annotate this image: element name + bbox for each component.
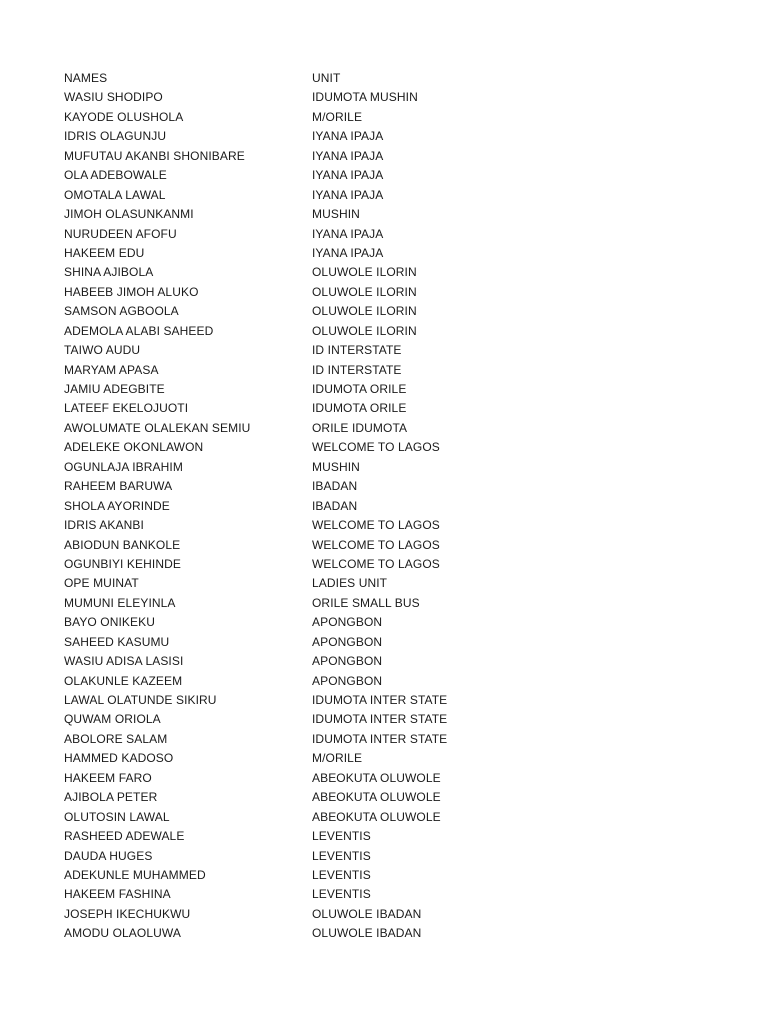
unit-cell: MUSHIN [312, 207, 360, 222]
name-cell: ADEKUNLE MUHAMMED [64, 867, 206, 882]
unit-cell: IYANA IPAJA [312, 187, 384, 202]
unit-cell: OLUWOLE ILORIN [312, 284, 417, 299]
table-row [64, 730, 704, 749]
name-cell: WASIU ADISA LASISI [64, 654, 184, 669]
table-row [64, 419, 704, 438]
name-cell: ADEMOLA ALABI SAHEED [64, 323, 214, 338]
table-row [64, 88, 704, 107]
table-row [64, 283, 704, 302]
unit-cell: ORILE SMALL BUS [312, 595, 420, 610]
name-cell: OLA ADEBOWALE [64, 168, 167, 183]
name-cell: MUFUTAU AKANBI SHONIBARE [64, 148, 245, 163]
unit-cell: MUSHIN [312, 459, 360, 474]
name-cell: HAKEEM EDU [64, 245, 145, 260]
name-cell: RAHEEM BARUWA [64, 479, 173, 494]
name-cell: AMODU OLAOLUWA [64, 926, 181, 941]
table-row [64, 399, 704, 418]
unit-cell: APONGBON [312, 673, 383, 688]
name-cell: KAYODE OLUSHOLA [64, 109, 184, 124]
table-row [64, 924, 704, 943]
table-row [64, 516, 704, 535]
table-row [64, 633, 704, 652]
name-cell: SHOLA AYORINDE [64, 498, 170, 513]
table-row [64, 652, 704, 671]
table-row [64, 613, 704, 632]
table-row [64, 536, 704, 555]
name-cell: SAHEED KASUMU [64, 634, 170, 649]
table-row [64, 827, 704, 846]
unit-cell: IYANA IPAJA [312, 226, 384, 241]
name-cell: SAMSON AGBOOLA [64, 304, 179, 319]
table-row [64, 458, 704, 477]
table-row [64, 691, 704, 710]
name-cell: OGUNLAJA IBRAHIM [64, 459, 183, 474]
unit-cell: OLUWOLE ILORIN [312, 265, 417, 280]
unit-cell: OLUWOLE IBADAN [312, 926, 422, 941]
name-cell: TAIWO AUDU [64, 343, 141, 358]
name-cell: MARYAM APASA [64, 362, 159, 377]
table-body [64, 88, 704, 943]
table-row [64, 710, 704, 729]
unit-cell: IYANA IPAJA [312, 129, 384, 144]
name-cell: ABOLORE SALAM [64, 731, 168, 746]
name-cell: JIMOH OLASUNKANMI [64, 207, 194, 222]
name-cell: LAWAL OLATUNDE SIKIRU [64, 693, 217, 707]
table-row [64, 186, 704, 205]
unit-cell: APONGBON [312, 615, 383, 630]
unit-cell: WELCOME TO LAGOS [312, 556, 440, 571]
unit-cell: LADIES UNIT [312, 576, 388, 591]
header-unit: UNIT [312, 71, 341, 85]
unit-cell: APONGBON [312, 654, 383, 669]
table-row [64, 108, 704, 127]
name-cell: QUWAM ORIOLA [64, 712, 161, 727]
name-cell: BAYO ONIKEKU [64, 615, 156, 630]
name-cell: DAUDA HUGES [64, 848, 153, 863]
table-row [64, 885, 704, 904]
unit-cell: ORILE IDUMOTA [312, 420, 408, 435]
table-row [64, 244, 704, 263]
unit-cell: IBADAN [312, 479, 358, 494]
table-row [64, 477, 704, 496]
unit-cell: IBADAN [312, 498, 358, 513]
unit-cell: M/ORILE [312, 109, 363, 124]
unit-cell: IYANA IPAJA [312, 245, 384, 260]
unit-cell: WELCOME TO LAGOS [312, 518, 440, 533]
table-row [64, 263, 704, 282]
unit-cell: LEVENTIS [312, 848, 371, 863]
unit-cell: OLUWOLE ILORIN [312, 304, 417, 319]
unit-cell: IDUMOTA INTER STATE [312, 693, 448, 707]
name-cell: LATEEF EKELOJUOTI [64, 401, 189, 416]
unit-cell: ID INTERSTATE [312, 343, 402, 358]
table-row [64, 438, 704, 457]
unit-cell: ABEOKUTA OLUWOLE [312, 770, 441, 785]
header-names: NAMES [64, 71, 108, 85]
unit-cell: ID INTERSTATE [312, 362, 402, 377]
table-row [64, 769, 704, 788]
name-cell: NURUDEEN AFOFU [64, 226, 177, 241]
unit-cell: IDUMOTA ORILE [312, 401, 407, 416]
name-cell: OLAKUNLE KAZEEM [64, 673, 183, 688]
unit-cell: LEVENTIS [312, 867, 371, 882]
table-row [64, 302, 704, 321]
name-cell: AJIBOLA PETER [64, 790, 158, 805]
name-cell: JAMIU ADEGBITE [64, 382, 165, 396]
name-cell: MUMUNI ELEYINLA [64, 595, 176, 610]
table-row [64, 749, 704, 768]
name-cell: ABIODUN BANKOLE [64, 537, 181, 552]
table-row [64, 225, 704, 244]
unit-cell: IDUMOTA INTER STATE [312, 712, 448, 727]
unit-cell: WELCOME TO LAGOS [312, 440, 440, 455]
unit-cell: WELCOME TO LAGOS [312, 537, 440, 552]
table-row [64, 322, 704, 341]
unit-cell: LEVENTIS [312, 829, 371, 844]
name-cell: ADELEKE OKONLAWON [64, 440, 204, 455]
unit-cell: APONGBON [312, 634, 383, 649]
table-row [64, 808, 704, 827]
unit-cell: IDUMOTA MUSHIN [312, 90, 418, 105]
table-row [64, 147, 704, 166]
unit-cell: IDUMOTA INTER STATE [312, 731, 448, 746]
unit-cell: ABEOKUTA OLUWOLE [312, 790, 441, 805]
name-cell: IDRIS OLAGUNJU [64, 129, 167, 144]
name-cell: OLUTOSIN LAWAL [64, 809, 170, 824]
names-unit-table [64, 69, 704, 944]
table-row [64, 555, 704, 574]
unit-cell: OLUWOLE IBADAN [312, 906, 422, 921]
name-cell: RASHEED ADEWALE [64, 829, 185, 844]
table-row [64, 672, 704, 691]
unit-cell: ABEOKUTA OLUWOLE [312, 809, 441, 824]
unit-cell: OLUWOLE ILORIN [312, 323, 417, 338]
table-row [64, 341, 704, 360]
table-row [64, 380, 704, 399]
table-row [64, 574, 704, 593]
table-row [64, 497, 704, 516]
table-row [64, 905, 704, 924]
name-cell: IDRIS AKANBI [64, 518, 144, 533]
unit-cell: IDUMOTA ORILE [312, 382, 407, 396]
name-cell: HAMMED KADOSO [64, 751, 174, 766]
unit-cell: IYANA IPAJA [312, 148, 384, 163]
name-cell: WASIU SHODIPO [64, 90, 163, 105]
name-cell: SHINA AJIBOLA [64, 265, 154, 280]
table-row [64, 866, 704, 885]
table-row [64, 361, 704, 380]
table-row [64, 847, 704, 866]
name-cell: HAKEEM FASHINA [64, 887, 171, 902]
name-cell: OMOTALA LAWAL [64, 187, 166, 202]
table-row [64, 788, 704, 807]
table-row [64, 127, 704, 146]
unit-cell: IYANA IPAJA [312, 168, 384, 183]
table-row [64, 205, 704, 224]
name-cell: OPE MUINAT [64, 576, 139, 591]
unit-cell: M/ORILE [312, 751, 363, 766]
unit-cell: LEVENTIS [312, 887, 371, 902]
name-cell: JOSEPH IKECHUKWU [64, 906, 191, 921]
name-cell: AWOLUMATE OLALEKAN SEMIU [64, 420, 251, 435]
table-row [64, 166, 704, 185]
name-cell: HAKEEM FARO [64, 770, 152, 785]
name-cell: HABEEB JIMOH ALUKO [64, 284, 199, 299]
name-cell: OGUNBIYI KEHINDE [64, 556, 181, 571]
table-row [64, 594, 704, 613]
table-header-row [64, 69, 704, 88]
